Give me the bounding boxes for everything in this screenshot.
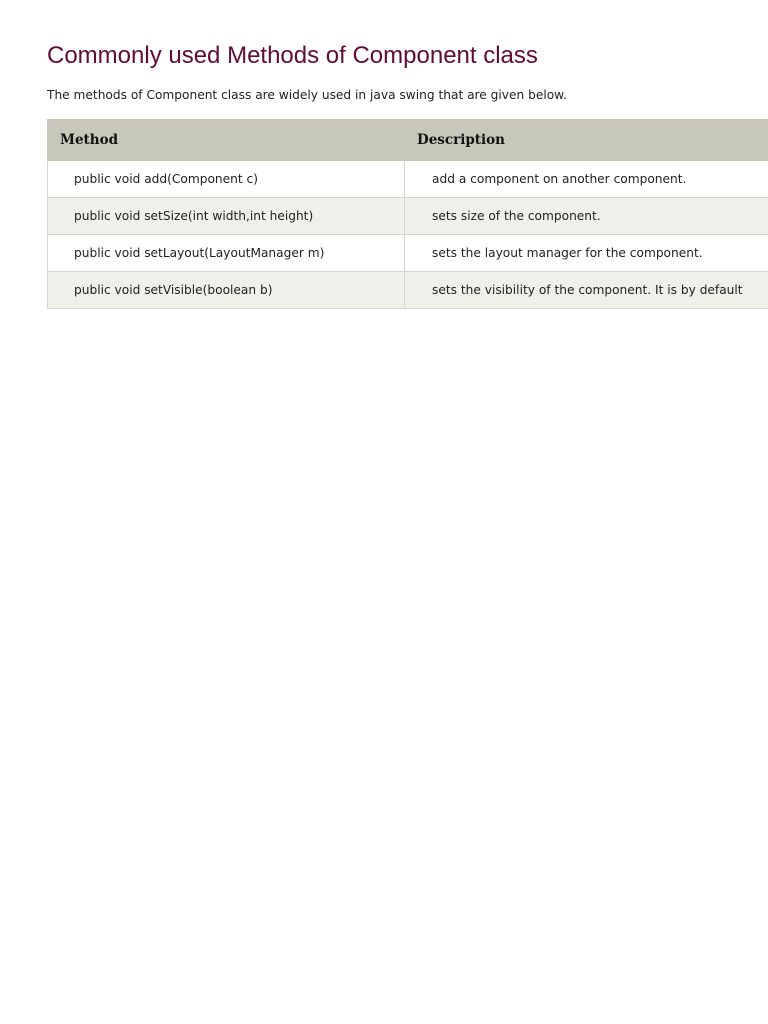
column-header-method: Method [48, 119, 405, 161]
description-cell: add a component on another component. [405, 161, 768, 198]
method-cell: public void setSize(int width,int height) [48, 198, 405, 235]
intro-text: The methods of Component class are widely used in java swing that are given below. [47, 88, 567, 102]
methods-table [47, 119, 768, 309]
table-row [48, 161, 768, 198]
description-cell: sets the layout manager for the component. [405, 235, 768, 272]
method-cell: public void setLayout(LayoutManager m) [48, 235, 405, 272]
page-title: Commonly used Methods of Component class [47, 42, 538, 69]
table-row [48, 235, 768, 272]
table-header-row [48, 119, 768, 161]
table-row [48, 272, 768, 309]
column-header-description: Description [405, 119, 768, 161]
description-cell: sets size of the component. [405, 198, 768, 235]
description-cell: sets the visibility of the component. It is by default [405, 272, 768, 309]
method-cell: public void add(Component c) [48, 161, 405, 198]
table-row [48, 198, 768, 235]
method-cell: public void setVisible(boolean b) [48, 272, 405, 309]
